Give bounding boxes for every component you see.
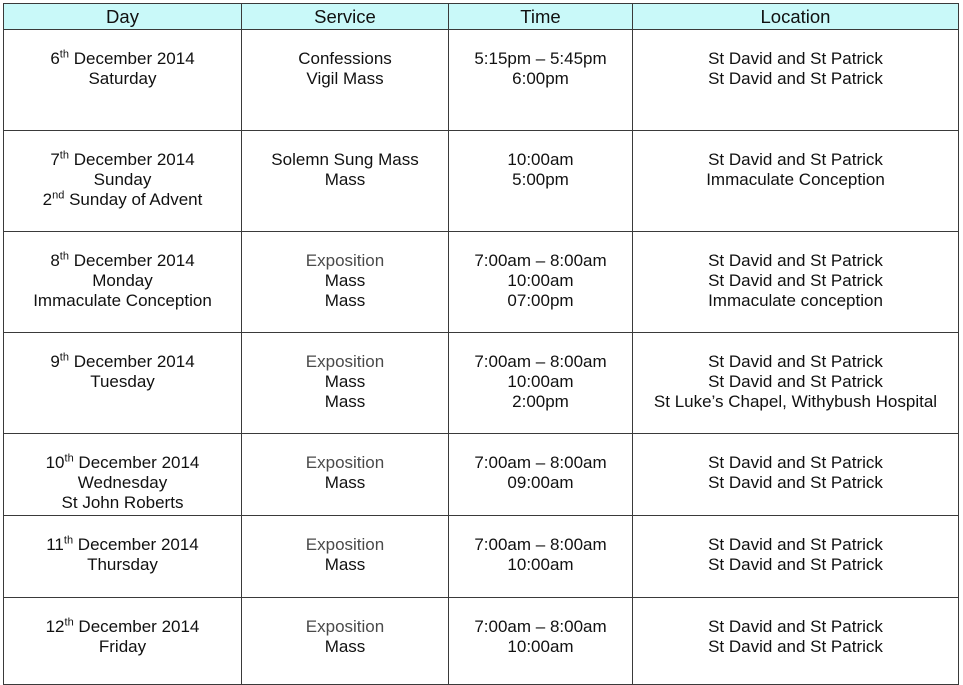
date-month-year: December 2014 — [68, 150, 195, 169]
day-cell — [4, 30, 242, 131]
location-item: St David and St Patrick — [708, 637, 883, 656]
date-ordinal-suffix: th — [59, 250, 69, 263]
weekday: Thursday — [87, 555, 158, 574]
date-day-number: 7 — [50, 150, 60, 169]
table-row — [4, 434, 959, 516]
service-cell — [242, 232, 449, 333]
location-cell — [633, 30, 959, 131]
date-ordinal-suffix: th — [63, 534, 74, 547]
time-item: 10:00am — [507, 637, 574, 656]
service-item: Mass — [324, 291, 366, 310]
location-item: St David and St Patrick — [708, 372, 883, 391]
location-cell — [633, 434, 959, 516]
column-header-time: Time — [449, 4, 633, 30]
date-ordinal-suffix: th — [59, 351, 69, 364]
day-cell — [4, 232, 242, 333]
time-item: 7:00am – 8:00am — [474, 251, 607, 270]
date-line — [4, 453, 241, 473]
time-cell — [449, 30, 633, 131]
time-item: 6:00pm — [512, 69, 569, 88]
day-cell — [4, 598, 242, 685]
header-row — [4, 4, 959, 30]
date-day-number: 6 — [50, 49, 60, 68]
time-cell — [449, 516, 633, 598]
weekday: Saturday — [88, 69, 157, 88]
time-cell — [449, 131, 633, 232]
date-month-year: December 2014 — [73, 453, 200, 472]
time-item: 10:00am — [507, 372, 574, 391]
time-item: 7:00am – 8:00am — [474, 453, 607, 472]
time-item: 10:00am — [507, 271, 574, 290]
time-cell — [449, 333, 633, 434]
date-month-year: December 2014 — [68, 352, 195, 371]
date-line — [4, 251, 241, 271]
time-cell — [449, 598, 633, 685]
weekday: Monday — [92, 271, 153, 290]
feast-note: Immaculate Conception — [33, 291, 212, 310]
time-cell — [449, 434, 633, 516]
date-ordinal-suffix: th — [64, 616, 74, 629]
location-item: Immaculate Conception — [706, 170, 885, 189]
date-month-year: December 2014 — [73, 535, 199, 554]
service-cell — [242, 434, 449, 516]
date-line — [4, 352, 241, 372]
service-item: Mass — [324, 170, 366, 189]
location-item: St David and St Patrick — [708, 617, 883, 636]
service-item: Mass — [324, 392, 366, 411]
service-item: Mass — [324, 637, 366, 656]
time-item: 5:15pm – 5:45pm — [474, 49, 607, 68]
day-cell — [4, 131, 242, 232]
service-item: Mass — [324, 372, 366, 391]
location-item: St David and St Patrick — [708, 352, 883, 371]
day-cell — [4, 434, 242, 516]
service-item: Mass — [324, 473, 366, 492]
location-cell — [633, 131, 959, 232]
location-item: St David and St Patrick — [708, 555, 883, 574]
time-item: 10:00am — [507, 555, 574, 574]
advent-services-table — [3, 3, 959, 685]
service-cell — [242, 598, 449, 685]
day-cell — [4, 333, 242, 434]
location-item: St Luke’s Chapel, Withybush Hospital — [653, 392, 938, 411]
date-ordinal-suffix: th — [59, 149, 69, 162]
service-item: Mass — [324, 555, 366, 574]
service-item: Mass — [324, 271, 366, 290]
column-header-location: Location — [633, 4, 959, 30]
location-item: St David and St Patrick — [708, 535, 883, 554]
table-row — [4, 131, 959, 232]
service-item: Exposition — [305, 251, 385, 270]
location-item: St David and St Patrick — [708, 473, 883, 492]
date-day-number: 9 — [50, 352, 60, 371]
time-item: 09:00am — [507, 473, 574, 492]
service-item: Exposition — [305, 617, 385, 636]
time-cell — [449, 232, 633, 333]
location-item: Immaculate conception — [708, 291, 883, 310]
column-header-service: Service — [242, 4, 449, 30]
service-item: Exposition — [305, 535, 385, 554]
table-row — [4, 30, 959, 131]
note-ordinal-suffix: nd — [52, 189, 65, 202]
column-header-day: Day — [4, 4, 242, 30]
service-item: Exposition — [305, 453, 385, 472]
location-cell — [633, 333, 959, 434]
date-day-number: 12 — [45, 617, 65, 636]
location-item: St David and St Patrick — [708, 150, 883, 169]
date-month-year: December 2014 — [73, 617, 200, 636]
weekday: Wednesday — [77, 473, 168, 492]
location-item: St David and St Patrick — [708, 251, 883, 270]
date-day-number: 10 — [45, 453, 65, 472]
location-item: St David and St Patrick — [708, 453, 883, 472]
day-cell — [4, 516, 242, 598]
table-row — [4, 232, 959, 333]
weekday: Friday — [98, 637, 147, 656]
date-month-year: December 2014 — [68, 49, 195, 68]
service-item: Vigil Mass — [306, 69, 384, 88]
date-day-number: 8 — [50, 251, 60, 270]
weekday: Sunday — [93, 170, 152, 189]
time-item: 5:00pm — [512, 170, 569, 189]
feast-note — [4, 190, 241, 210]
service-cell — [242, 333, 449, 434]
time-item: 10:00am — [507, 150, 574, 169]
table-row — [4, 333, 959, 434]
date-day-number: 11 — [46, 535, 64, 554]
date-ordinal-suffix: th — [64, 452, 74, 465]
service-cell — [242, 516, 449, 598]
service-item: Exposition — [305, 352, 385, 371]
table-row — [4, 516, 959, 598]
date-line — [4, 49, 241, 69]
time-item: 7:00am – 8:00am — [474, 617, 607, 636]
date-line — [4, 150, 241, 170]
time-item: 2:00pm — [512, 392, 569, 411]
time-item: 07:00pm — [507, 291, 574, 310]
location-item: St David and St Patrick — [708, 49, 883, 68]
location-cell — [633, 516, 959, 598]
date-ordinal-suffix: th — [59, 48, 69, 61]
feast-note: St John Roberts — [61, 493, 184, 512]
service-cell — [242, 131, 449, 232]
date-line — [4, 617, 241, 637]
service-item: Solemn Sung Mass — [271, 150, 419, 169]
location-item: St David and St Patrick — [708, 271, 883, 290]
time-item: 7:00am – 8:00am — [474, 352, 607, 371]
location-cell — [633, 232, 959, 333]
service-item: Confessions — [298, 49, 392, 68]
location-cell — [633, 598, 959, 685]
location-item: St David and St Patrick — [708, 69, 883, 88]
note-number: 2 — [42, 190, 53, 209]
service-cell — [242, 30, 449, 131]
note-text: Sunday of Advent — [64, 190, 203, 209]
weekday: Tuesday — [90, 372, 155, 391]
table-row — [4, 598, 959, 685]
date-month-year: December 2014 — [68, 251, 195, 270]
time-item: 7:00am – 8:00am — [474, 535, 607, 554]
date-line — [4, 535, 241, 555]
